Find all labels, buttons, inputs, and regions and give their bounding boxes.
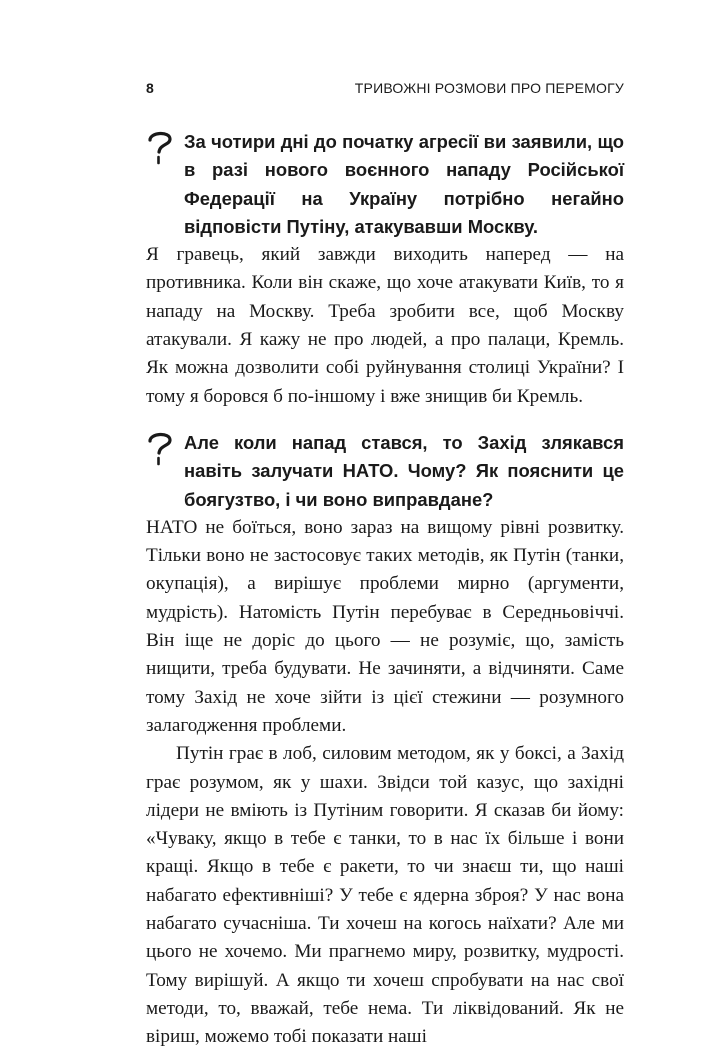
page-header bbox=[146, 80, 624, 102]
question-1 bbox=[146, 128, 624, 241]
qa-block-1 bbox=[146, 128, 624, 411]
question-text: Але коли напад стався, то Захід злякався навіть залучати НАТО. Чому? Як пояснити це боягузтво, і чи воно виправдане? bbox=[184, 431, 624, 510]
answer-2 bbox=[146, 514, 624, 1052]
running-title: ТРИВОЖНІ РОЗМОВИ ПРО ПЕРЕМОГУ bbox=[354, 80, 624, 96]
question-mark-icon bbox=[146, 128, 174, 168]
question-mark-icon bbox=[146, 429, 174, 469]
page-content bbox=[146, 128, 624, 1052]
answer-paragraph: Я гравець, який завжди виходить наперед — на противника. Коли він скаже, що хоче атакувати Київ, то я нападу на Москву. Треба зробити все, щоб Москву атакували. Я кажу не про людей, а про палаци, Кремль. Як можна дозволити собі руйнування столиці України? І тому я боровся б по-іншому і вже знищив би Кремль. bbox=[146, 244, 624, 407]
qa-block-2 bbox=[146, 429, 624, 1052]
page-number: 8 bbox=[146, 80, 154, 96]
answer-1 bbox=[146, 241, 624, 411]
question-text: За чотири дні до початку агресії ви заявили, що в разі нового воєнного нападу Російської Федерації на Україну потрібно негайно відповісти Путіну, атакувавши Москву. bbox=[184, 131, 624, 237]
answer-paragraph: НАТО не боїться, воно зараз на вищому рівні розвитку. Тільки воно не застосовує таких методів, як Путін (танки, окупація), а вирішує проблеми мирно (аргументи, мудрість). Натомість Путін перебуває в Середньовіччі. Він іще не доріс до цього — не розуміє, що, замість нищити, треба будувати. Не зачиняти, а відчиняти. Саме тому Захід не хоче зійти із цієї стежини — розумного залагодження проблеми. bbox=[146, 516, 624, 736]
question-2 bbox=[146, 429, 624, 514]
answer-paragraph: Путін грає в лоб, силовим методом, як у боксі, а Захід грає розумом, як у шахи. Звідси той казус, що західні лідери не вміють із Путіним говорити. Я сказав би йому: «Чуваку, якщо в тебе є танки, то в нас їх більше і вони кращі. Якщо в тебе є ракети, то чи знаєш ти, що наші набагато ефективніші? У тебе є ядерна зброя? У нас вона набагато сучасніша. Ти хочеш на когось наїхати? Але ми цього не хочемо. Ми прагнемо миру, розвитку, мудрості. Тому вирішуй. А якщо ти хочеш спробувати на нас свої методи, то, вважай, тебе нема. Ти ліквідований. Як не віриш, можемо тобі показати наші bbox=[146, 743, 624, 1048]
block-spacer bbox=[146, 411, 624, 429]
